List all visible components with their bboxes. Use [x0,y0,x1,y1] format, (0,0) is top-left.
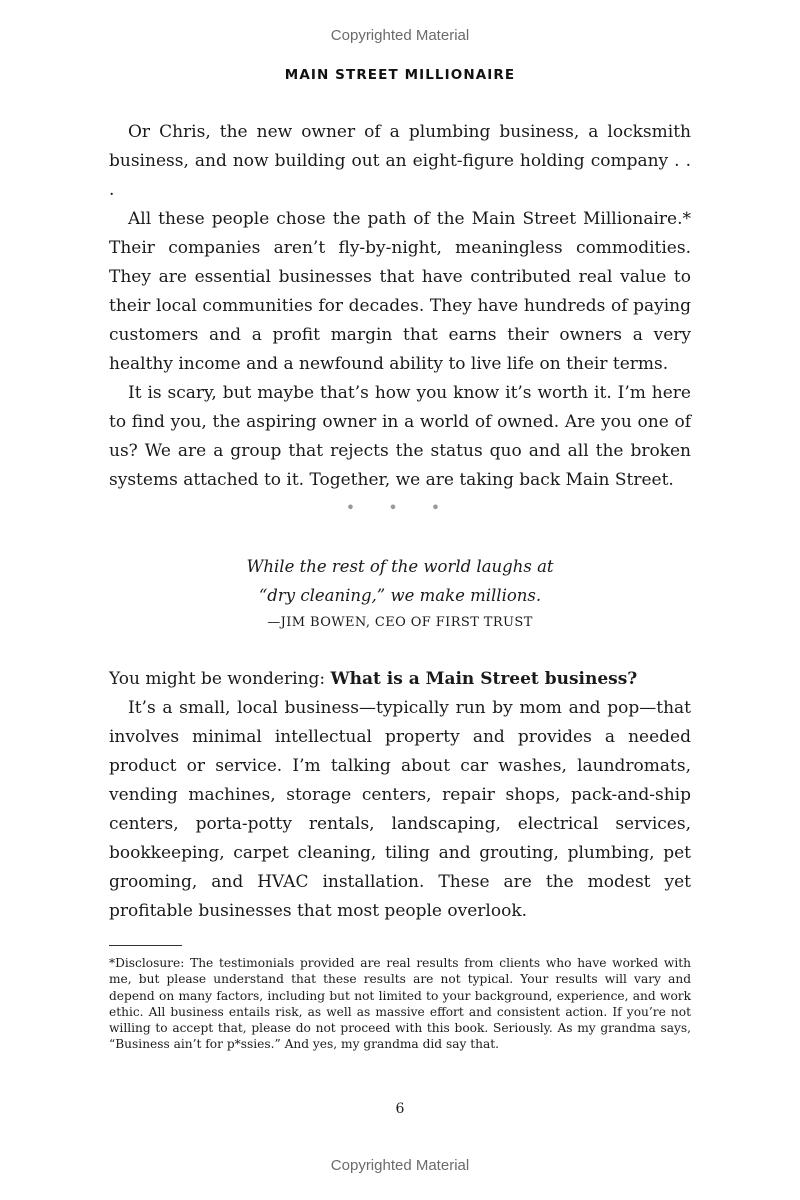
section-main-street-business [109,665,691,926]
footnote-disclosure: *Disclosure: The testimonials provided are real results from clients who have worked with me, but please understand that these results are not typical. Your results will vary and depend on many factors, including but not limited to your background, experience, and work ethic. All business entails risk, as well as massive effort and consistent action. If you’re not willing to accept that, please do not proceed with this book. Seriously. As my grandma says, “Business ain’t for p*ssies.” And yes, my grandma did say that. [109,956,691,1052]
section-paragraph: It’s a small, local business—typically run by mom and pop—that involves minimal intellectual property and provides a needed product or service. I’m talking about car washes, laundromats, vending machines, storage centers, repair shops, pack-and-ship centers, porta-potty rentals, landscaping, electrical services, bookkeeping, carpet cleaning, tiling and grouting, plumbing, pet grooming, and HVAC installation. These are the modest yet profitable businesses that most people overlook. [109,698,691,921]
copyright-watermark-top: Copyrighted Material [330,27,470,44]
section-intro [109,665,691,694]
epigraph-line-1: While the rest of the world laughs at [246,557,554,576]
section-separator: • • • [345,498,455,517]
section-intro-text: You might be wondering: [109,669,331,689]
epigraph [0,552,800,630]
running-head: MAIN STREET MILLIONAIRE [284,67,516,83]
paragraph-2: All these people chose the path of the Main Street Millionaire.* Their companies aren’t fly-by-night, meaningless commodities. They are essential businesses that have contributed real value to their local communities for decades. They have hundreds of paying customers and a profit margin that earns their owners a very healthy income and a newfound ability to live life on their terms. [109,209,691,374]
section-question: What is a Main Street business? [330,669,638,689]
page-number: 6 [395,1101,405,1117]
footnote-rule [109,945,182,946]
paragraph-3: It is scary, but maybe that’s how you know it’s worth it. I’m here to find you, the aspiring owner in a world of owned. Are you one of us? We are a group that rejects the status quo and all the broken systems attached to it. Together, we are taking back Main Street. [109,383,691,490]
epigraph-attribution: —JIM BOWEN, CEO OF FIRST TRUST [267,615,533,630]
paragraph-1: Or Chris, the new owner of a plumbing business, a locksmith business, and now building out an eight-figure holding company . . . [109,122,691,200]
copyright-watermark-bottom: Copyrighted Material [330,1157,470,1174]
epigraph-line-2: “dry cleaning,” we make millions. [258,586,542,605]
body-text [109,118,691,495]
